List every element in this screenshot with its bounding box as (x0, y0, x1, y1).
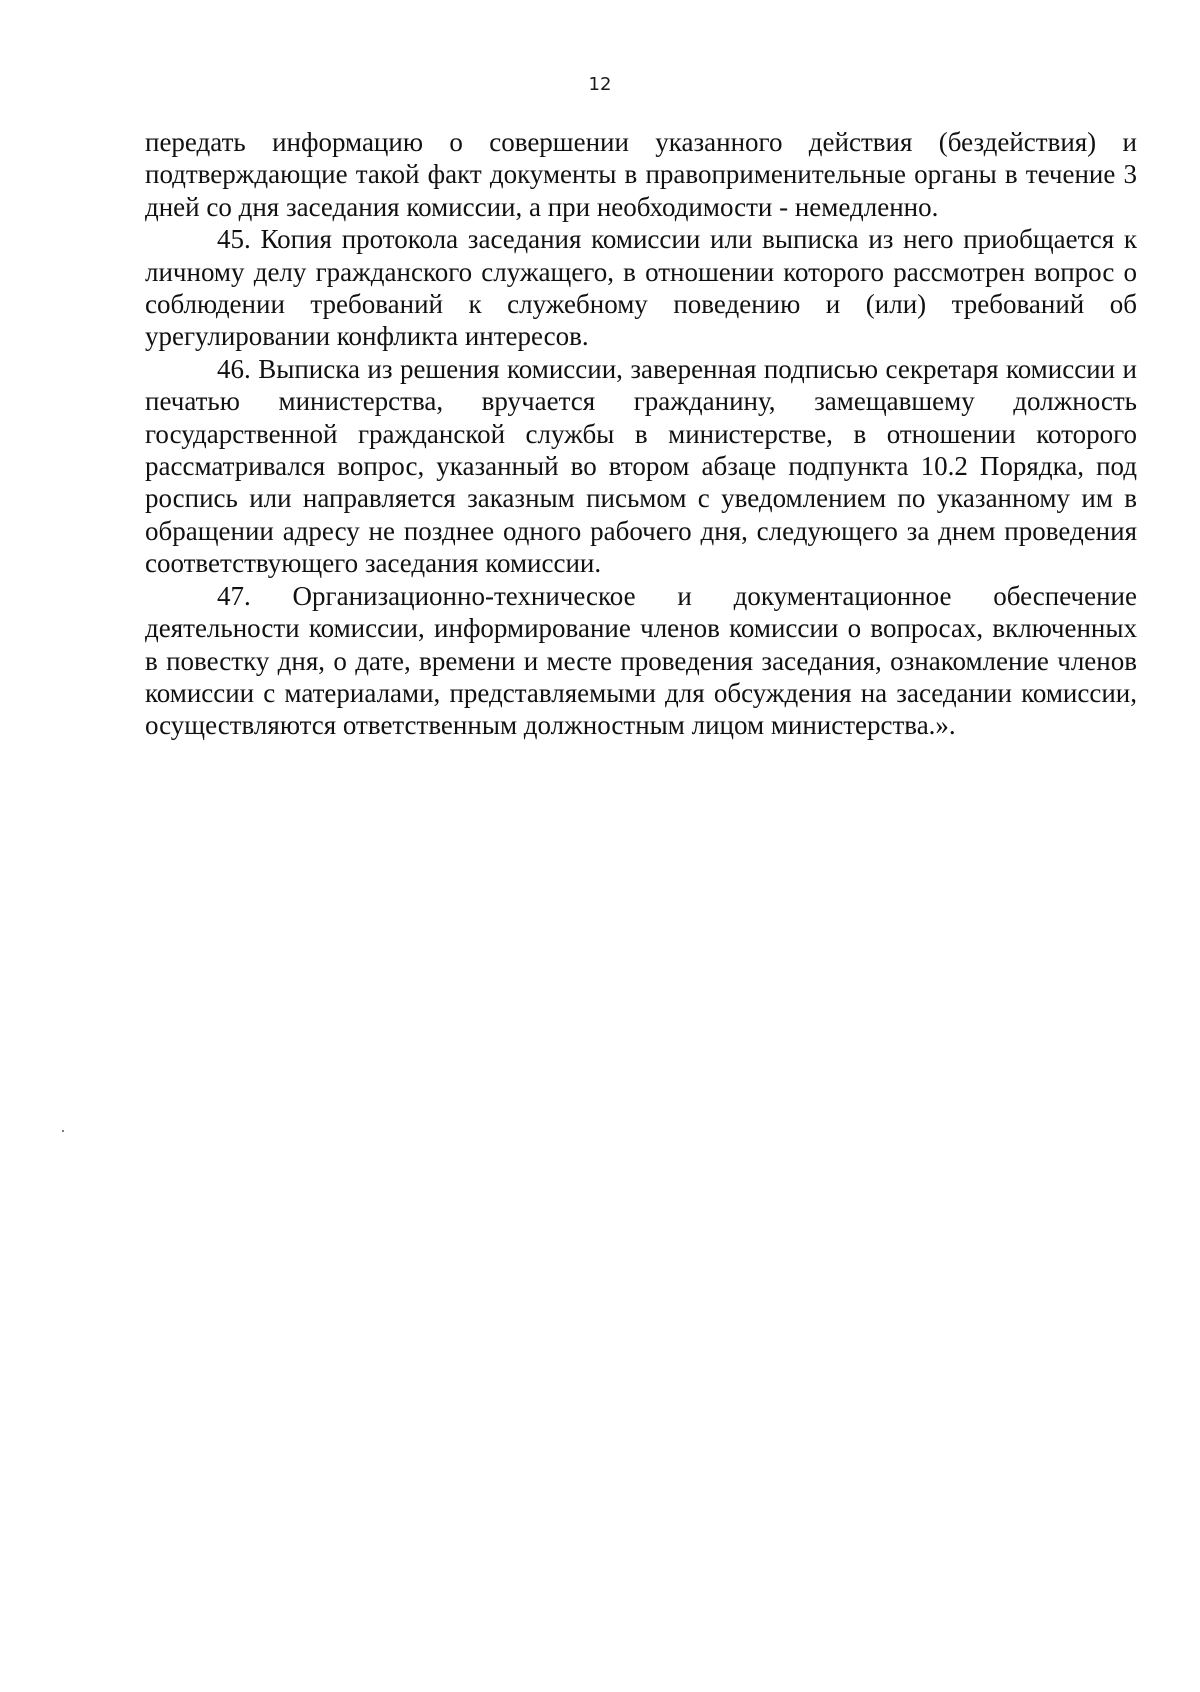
paragraph-47: 47. Организационно-техническое и документационное обеспечение деятельности комиссии, информирование членов комиссии о вопросах, включенных в повестку дня, о дате, времени и месте проведения заседания, ознакомление членов комиссии с материалами, представляемыми для обсуждения на заседании комиссии, осуществляются ответственным должностным лицом министерства.». (145, 580, 1137, 741)
page-number: 12 (588, 74, 612, 95)
paragraph-46: 46. Выписка из решения комиссии, заверенная подписью секретаря комиссии и печатью министерства, вручается гражданину, замещавшему должность государственной гражданской службы в министерстве, в отношении которого рассматривался вопрос, указанный во втором абзаце подпункта 10.2 Порядка, под роспись или направляется заказным письмом с уведомлением по указанному им в обращении адресу не позднее одного рабочего дня, следующего за днем проведения соответствующего заседания комиссии. (145, 353, 1137, 579)
document-body (145, 126, 1137, 742)
scan-artifact-dot (62, 1130, 64, 1132)
paragraph-45: 45. Копия протокола заседания комиссии или выписка из него приобщается к личному делу гражданского служащего, в отношении которого рассмотрен вопрос о соблюдении требований к служебному поведению и (или) требований об урегулировании конфликта интересов. (145, 224, 1137, 352)
paragraph-continuation: передать информацию о совершении указанного действия (бездействия) и подтверждающие такой факт документы в правоприменительные органы в течение 3 дней со дня заседания комиссии, а при необходимости - немедленно. (145, 127, 1137, 222)
